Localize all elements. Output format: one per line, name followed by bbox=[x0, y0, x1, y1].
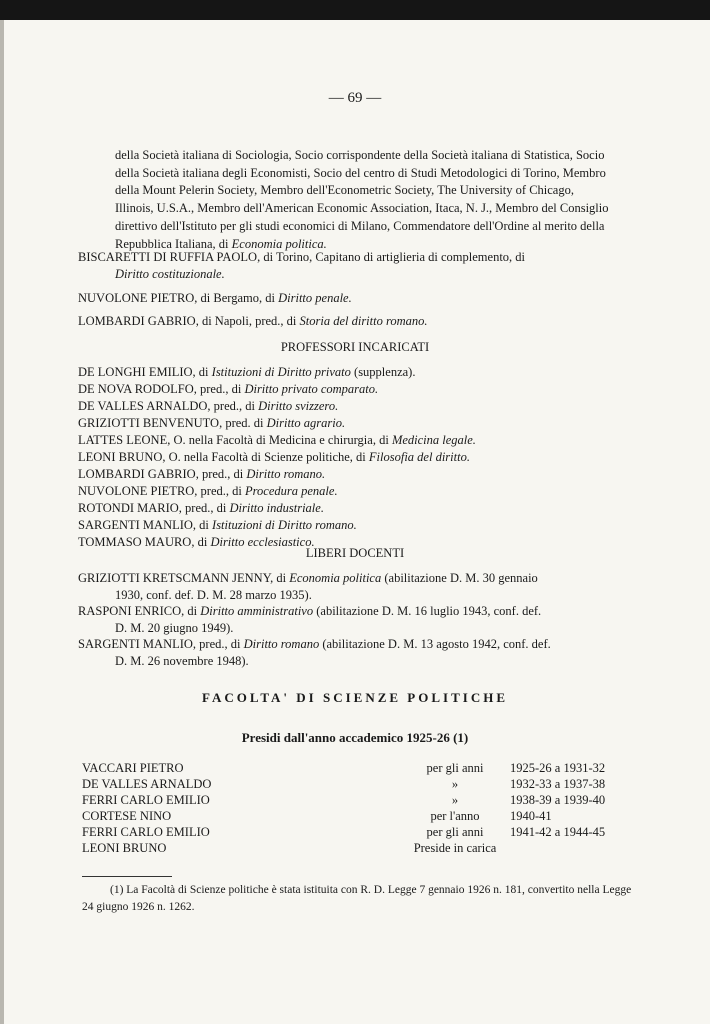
item-detail-cont: D. M. 26 novembre 1948). bbox=[115, 654, 249, 668]
preside-period-label: » bbox=[451, 777, 459, 791]
item-subject: Economia politica bbox=[289, 571, 382, 585]
table-row bbox=[0, 841, 710, 861]
preside-period-label: » bbox=[451, 793, 459, 807]
item-name: NUVOLONE PIETRO, pred., di bbox=[78, 484, 242, 498]
list-item bbox=[78, 466, 325, 483]
entry-text: NUVOLONE PIETRO, di Bergamo, di bbox=[78, 291, 275, 305]
item-detail: (abilitazione D. M. 16 luglio 1943, conf. def. bbox=[316, 604, 542, 618]
item-subject: Diritto romano bbox=[243, 637, 320, 651]
item-subject: Diritto ecclesiastico. bbox=[210, 535, 315, 549]
list-item bbox=[78, 449, 470, 466]
entry-subject: Diritto penale. bbox=[278, 291, 352, 305]
item-name: GRIZIOTTI BENVENUTO, pred. di bbox=[78, 416, 264, 430]
item-name: LOMBARDI GABRIO, pred., di bbox=[78, 467, 244, 481]
item-name: DE VALLES ARNALDO, pred., di bbox=[78, 399, 255, 413]
item-subject: Diritto industriale. bbox=[229, 501, 324, 515]
page-number: — 69 — bbox=[328, 90, 382, 106]
list-item bbox=[78, 381, 378, 398]
preside-period-label: per l'anno bbox=[430, 809, 480, 823]
item-name: SARGENTI MANLIO, pred., di bbox=[78, 637, 241, 651]
item-detail-cont: D. M. 20 giugno 1949). bbox=[115, 621, 234, 635]
preside-name: DE VALLES ARNALDO bbox=[82, 777, 212, 791]
item-subject: Diritto amministrativo bbox=[200, 604, 314, 618]
scan-top-border bbox=[0, 0, 710, 20]
entry-subject: Storia del diritto romano. bbox=[299, 314, 428, 328]
preside-name: LEONI BRUNO bbox=[82, 841, 167, 855]
preside-years: 1938-39 a 1939-40 bbox=[510, 793, 606, 807]
list-item bbox=[78, 636, 551, 670]
item-name: LATTES LEONE, O. nella Facoltà di Medicina e chirurgia, di bbox=[78, 433, 389, 447]
item-subject: Procedura penale. bbox=[245, 484, 338, 498]
item-name: ROTONDI MARIO, pred., di bbox=[78, 501, 227, 515]
list-item bbox=[78, 364, 415, 381]
list-item bbox=[78, 500, 324, 517]
intro-subject: Economia politica. bbox=[231, 236, 327, 251]
footnote-divider bbox=[82, 876, 172, 877]
entry-lombardi bbox=[78, 313, 428, 330]
presidi-title: Presidi dall'anno accademico 1925-26 (1) bbox=[241, 730, 469, 745]
item-subject: Istituzioni di Diritto privato bbox=[211, 365, 351, 379]
preside-years: 1925-26 a 1931-32 bbox=[510, 761, 606, 775]
list-item bbox=[78, 432, 476, 449]
preside-name: FERRI CARLO EMILIO bbox=[82, 793, 210, 807]
item-subject: Istituzioni di Diritto romano. bbox=[212, 518, 357, 532]
preside-years: 1940-41 bbox=[510, 809, 552, 823]
heading-incaricati: PROFESSORI INCARICATI bbox=[280, 340, 430, 354]
intro-text: della Società italiana di Sociologia, Socio corrispondente della Società italiana di Statistica, Socio della Società italiana degli Economisti, Socio del centro di Studi Metodologici di Torino, Membro della Mount Pelerin Society, Membro dell'Econometric Society, The University of Chicago, Illinois, U.S.A., Membro dell'American Economic Association, Itaca, N. J., Membro del Consiglio direttivo dell'Istituto per gli studi economici di Milano, Commendatore dell'Ordine al merito della Repubblica Italiana, di bbox=[115, 148, 609, 251]
item-subject: Diritto privato comparato. bbox=[244, 382, 379, 396]
list-item bbox=[78, 483, 338, 500]
preside-name: VACCARI PIETRO bbox=[82, 761, 184, 775]
preside-name: CORTESE NINO bbox=[82, 809, 172, 823]
item-subject: Diritto romano. bbox=[246, 467, 326, 481]
heading-liberi: LIBERI DOCENTI bbox=[305, 546, 405, 560]
item-name: SARGENTI MANLIO, di bbox=[78, 518, 209, 532]
list-item bbox=[78, 517, 357, 534]
entry-nuvolone bbox=[78, 290, 352, 307]
list-item bbox=[78, 603, 541, 637]
item-name: DE LONGHI EMILIO, di bbox=[78, 365, 209, 379]
list-item bbox=[78, 398, 338, 415]
preside-period-label: per gli anni bbox=[426, 761, 484, 775]
entry-subject: Diritto costituzionale. bbox=[115, 267, 225, 281]
entry-text: LOMBARDI GABRIO, di Napoli, pred., di bbox=[78, 314, 297, 328]
item-detail-cont: 1930, conf. def. D. M. 28 marzo 1935). bbox=[115, 588, 312, 602]
item-detail: (abilitazione D. M. 13 agosto 1942, conf. def. bbox=[322, 637, 551, 651]
faculty-title: FACOLTA' DI SCIENZE POLITICHE bbox=[201, 690, 508, 705]
preside-years: 1941-42 a 1944-45 bbox=[510, 825, 606, 839]
footnote: (1) La Facoltà di Scienze politiche è stata istituita con R. D. Legge 7 gennaio 1926 n. 181, convertito nella Legge 24 giugno 1926 n. 1262. bbox=[82, 884, 632, 913]
item-name: LEONI BRUNO, O. nella Facoltà di Scienze politiche, di bbox=[78, 450, 366, 464]
item-name: DE NOVA RODOLFO, pred., di bbox=[78, 382, 242, 396]
entry-biscaretti bbox=[78, 249, 525, 283]
preside-period-label: Preside in carica bbox=[413, 841, 497, 855]
item-name: RASPONI ENRICO, di bbox=[78, 604, 198, 618]
list-item bbox=[78, 570, 538, 604]
item-subject: Filosofia del diritto. bbox=[368, 450, 470, 464]
entry-text: BISCARETTI DI RUFFIA PAOLO, di Torino, Capitano di artiglieria di complemento, di bbox=[78, 250, 526, 264]
item-name: GRIZIOTTI KRETSCMANN JENNY, di bbox=[78, 571, 287, 585]
item-detail: (abilitazione D. M. 30 gennaio bbox=[384, 571, 538, 585]
item-subject: Diritto agrario. bbox=[266, 416, 346, 430]
item-name: TOMMASO MAURO, di bbox=[78, 535, 208, 549]
preside-name: FERRI CARLO EMILIO bbox=[82, 825, 210, 839]
preside-years: 1932-33 a 1937-38 bbox=[510, 777, 606, 791]
item-note: (supplenza). bbox=[354, 365, 416, 379]
item-subject: Diritto svizzero. bbox=[258, 399, 339, 413]
scan-left-edge bbox=[0, 20, 4, 1024]
intro-paragraph bbox=[115, 147, 615, 253]
item-subject: Medicina legale. bbox=[391, 433, 476, 447]
list-item bbox=[78, 415, 345, 432]
preside-period-label: per gli anni bbox=[426, 825, 484, 839]
